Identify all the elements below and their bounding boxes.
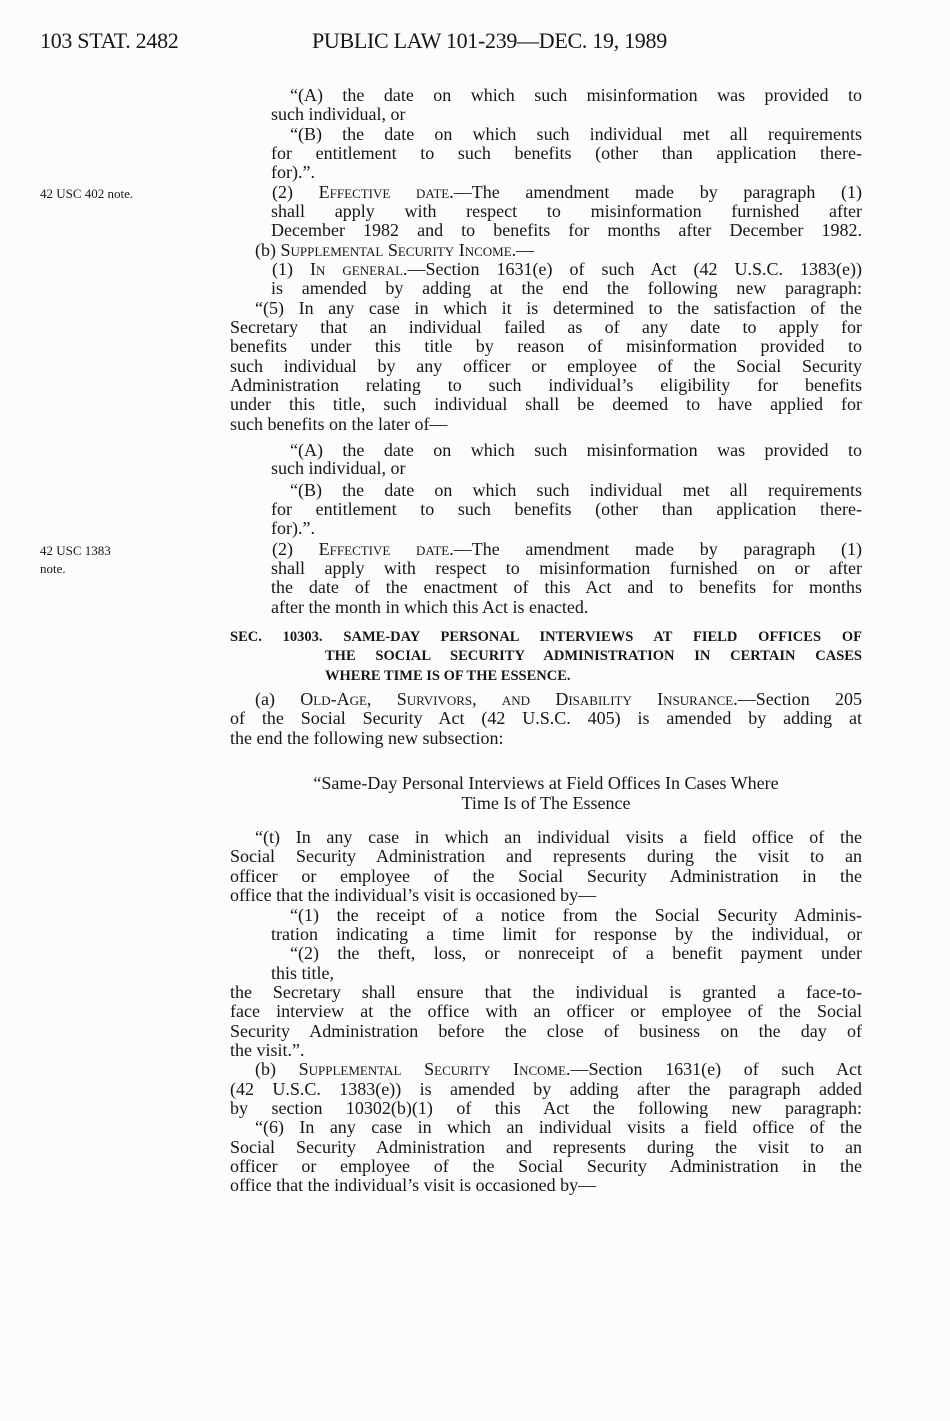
text-span: Social Security Administration and represents during the visit to an <box>230 1137 862 1157</box>
text-span: .—Section 1631(e) of such Act (42 U.S.C. 1383(e)) <box>403 259 862 279</box>
text-span: office that the individual’s visit is occasioned by— <box>230 885 597 905</box>
text-span: “(6) In any case in which an individual visits a field office of the <box>255 1117 862 1137</box>
text-span: THE SOCIAL SECURITY ADMINISTRATION IN CERTAIN CASES <box>325 648 862 664</box>
text-line <box>271 499 862 519</box>
text-span: shall apply with respect to misinformation furnished after <box>271 201 862 221</box>
text-line <box>230 375 862 395</box>
text-span: “(B) the date on which such individual met all requirements <box>290 480 862 500</box>
text-span: after the month in which this Act is enacted. <box>271 597 589 617</box>
text-line <box>255 689 862 709</box>
text-line <box>290 85 862 105</box>
text-span: Security Administration before the close of business on the day of <box>230 1021 862 1041</box>
text-line <box>255 240 862 260</box>
text-span: for entitlement to such benefits (other than application there- <box>271 143 862 163</box>
text-span: is amended by adding at the end the following new paragraph: <box>271 278 862 298</box>
text-span: such benefits on the later of— <box>230 414 448 434</box>
text-span: (2) <box>272 539 319 559</box>
text-span: .—The amendment made by paragraph (1) <box>449 539 862 559</box>
text-line <box>230 846 862 866</box>
text-line <box>255 827 862 847</box>
text-span: such individual by any officer or employee of the Social Security <box>230 356 862 376</box>
text-span: under this title, such individual shall be deemed to have applied for <box>230 394 862 414</box>
text-span: “(5) In any case in which it is determined to the satisfaction of the <box>255 298 862 318</box>
text-line <box>271 577 862 597</box>
small-caps-heading: Effective date <box>318 182 450 202</box>
text-span: .— <box>511 240 535 260</box>
subsection-title-line <box>230 793 862 813</box>
small-caps-heading: In general <box>310 259 404 279</box>
text-span: (b) <box>255 240 281 260</box>
text-line <box>271 201 862 221</box>
text-span: such individual, or <box>271 458 406 478</box>
text-line <box>290 943 862 963</box>
text-span: December 1982 and to benefits for months after December 1982. <box>271 220 862 240</box>
text-line <box>271 104 862 124</box>
text-span: officer or employee of the Social Security Administration in the <box>230 1156 862 1176</box>
text-span: officer or employee of the Social Security Administration in the <box>230 866 862 886</box>
text-span: “(2) the theft, loss, or nonreceipt of a benefit payment under <box>290 943 862 963</box>
text-span: the Secretary shall ensure that the individual is granted a face-to- <box>230 982 862 1002</box>
text-line <box>230 1137 862 1157</box>
text-span: (42 U.S.C. 1383(e)) is amended by adding after the paragraph added <box>230 1079 862 1099</box>
text-line <box>290 480 862 500</box>
margin-note: 42 USC 1383 <box>40 543 111 558</box>
text-line <box>271 558 862 578</box>
text-line <box>271 278 862 298</box>
text-span: for).”. <box>271 162 315 182</box>
section-heading-line <box>230 627 862 647</box>
text-line <box>271 143 862 163</box>
text-span: Administration relating to such individual’s eligibility for benefits <box>230 375 862 395</box>
section-heading-line <box>325 666 862 686</box>
text-span: “(1) the receipt of a notice from the Social Security Adminis- <box>290 905 862 925</box>
text-line <box>272 539 862 559</box>
text-line <box>230 708 862 728</box>
text-span: benefits under this title by reason of misinformation provided to <box>230 336 862 356</box>
text-span: (b) <box>255 1059 299 1079</box>
text-line <box>290 905 862 925</box>
running-title: PUBLIC LAW 101-239—DEC. 19, 1989 <box>312 28 667 53</box>
subsection-title-line <box>230 773 862 793</box>
text-span: shall apply with respect to misinformation furnished on or after <box>271 558 862 578</box>
text-span: this title, <box>271 963 334 983</box>
text-span: for entitlement to such benefits (other than application there- <box>271 499 862 519</box>
text-line <box>272 182 862 202</box>
text-line <box>230 414 862 434</box>
text-span: the visit.”. <box>230 1040 305 1060</box>
text-span: “(B) the date on which such individual met all requirements <box>290 124 862 144</box>
text-line <box>255 298 862 318</box>
text-line <box>230 356 862 376</box>
text-line <box>271 963 862 983</box>
text-line <box>271 597 862 617</box>
small-caps-heading: Supplemental Security Income <box>280 240 512 260</box>
text-line <box>290 440 862 460</box>
small-caps-heading: Effective date <box>318 539 450 559</box>
text-line <box>271 924 862 944</box>
text-line <box>230 1040 862 1060</box>
text-line <box>255 1059 862 1079</box>
text-span: WHERE TIME IS OF THE ESSENCE. <box>325 668 571 684</box>
text-span: face interview at the office with an officer or employee of the Social <box>230 1001 862 1021</box>
text-line <box>271 162 862 182</box>
text-line <box>230 1098 862 1118</box>
small-caps-heading: Old-Age, Survivors, and Disability Insurance <box>300 689 734 709</box>
text-line <box>230 866 862 886</box>
text-span: of the Social Security Act (42 U.S.C. 405) is amended by adding at <box>230 708 862 728</box>
text-line <box>271 518 862 538</box>
text-line <box>271 458 862 478</box>
margin-note: 42 USC 402 note. <box>40 186 134 201</box>
text-span: Secretary that an individual failed as of any date to apply for <box>230 317 862 337</box>
text-span: .—Section 205 <box>733 689 863 709</box>
text-line <box>230 317 862 337</box>
text-span: .—Section 1631(e) of such Act <box>566 1059 863 1079</box>
text-line <box>230 336 862 356</box>
text-span: (2) <box>272 182 319 202</box>
text-span: “(A) the date on which such misinformation was provided to <box>290 85 862 105</box>
text-span: Social Security Administration and represents during the visit to an <box>230 846 862 866</box>
text-line <box>230 1175 862 1195</box>
text-span: (1) <box>272 259 310 279</box>
text-line <box>271 220 862 240</box>
text-span: the date of the enactment of this Act and to benefits for months <box>271 577 862 597</box>
text-span: “Same-Day Personal Interviews at Field Offices In Cases Where <box>313 773 779 793</box>
section-heading-line <box>325 646 862 666</box>
text-span: “(A) the date on which such misinformation was provided to <box>290 440 862 460</box>
text-line <box>230 394 862 414</box>
text-line <box>255 1117 862 1137</box>
text-span: SEC. 10303. SAME-DAY PERSONAL INTERVIEWS AT FIELD OFFICES OF <box>230 629 862 645</box>
text-line <box>230 1021 862 1041</box>
text-line <box>230 885 862 905</box>
text-span: .—The amendment made by paragraph (1) <box>449 182 862 202</box>
text-span: (a) <box>255 689 301 709</box>
text-line <box>230 982 862 1002</box>
small-caps-heading: Supplemental Security Income <box>298 1059 567 1079</box>
margin-note: note. <box>40 561 66 576</box>
text-line <box>272 259 862 279</box>
text-span: Time Is of The Essence <box>461 793 631 813</box>
text-span: for).”. <box>271 518 315 538</box>
text-span: office that the individual’s visit is occasioned by— <box>230 1175 597 1195</box>
text-span: “(t) In any case in which an individual visits a field office of the <box>255 827 862 847</box>
text-line <box>230 1001 862 1021</box>
text-span: the end the following new subsection: <box>230 728 504 748</box>
text-line <box>230 728 862 748</box>
text-line <box>230 1079 862 1099</box>
text-line <box>230 1156 862 1176</box>
text-span: such individual, or <box>271 104 406 124</box>
text-span: tration indicating a time limit for response by the individual, or <box>271 924 862 944</box>
text-line <box>290 124 862 144</box>
text-span: by section 10302(b)(1) of this Act the following new paragraph: <box>230 1098 862 1118</box>
page-number: 103 STAT. 2482 <box>40 28 179 53</box>
